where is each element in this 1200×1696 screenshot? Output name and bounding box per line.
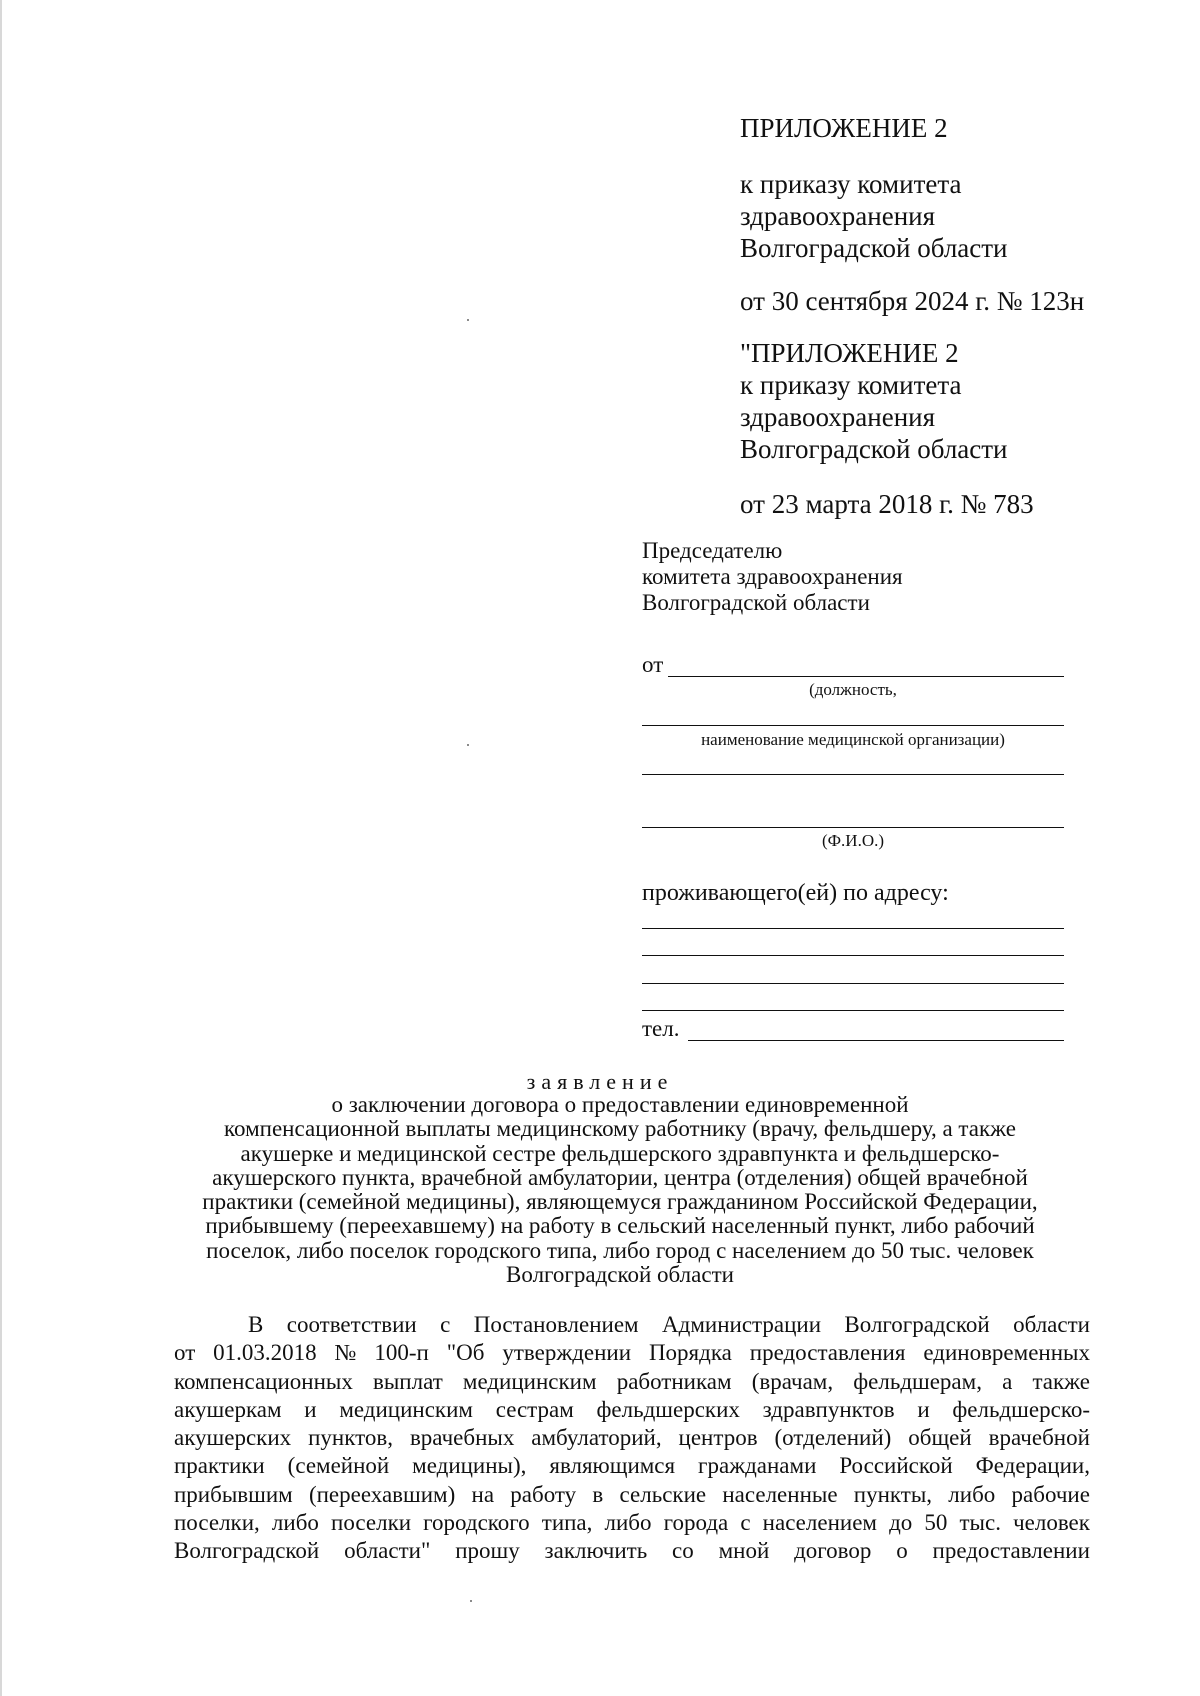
body-word: работу (510, 1481, 577, 1507)
address-input-line[interactable] (642, 983, 1064, 984)
phone-label: тел. (642, 1016, 680, 1041)
appendix-title: ПРИЛОЖЕНИЕ 2 (740, 113, 948, 143)
body-word: области (1013, 1312, 1090, 1337)
body-word: прошу (455, 1538, 520, 1564)
body-word: поселки, (174, 1510, 260, 1536)
addressee-block (642, 538, 903, 616)
body-word: Российской (839, 1453, 953, 1479)
body-word: мной (718, 1538, 770, 1564)
from-label: от (642, 652, 664, 677)
address-input-line[interactable] (642, 928, 1064, 929)
body-word: пунктов, (308, 1425, 393, 1451)
body-word: Волгоградской (844, 1312, 990, 1337)
order-date: от 30 сентября 2024 г. № 123н (740, 286, 1085, 316)
subtitle-line: поселок, либо поселок городского типа, либо город с населением до 50 тыс. человек (206, 1237, 1034, 1263)
body-word: либо (604, 1510, 652, 1536)
prev-appendix-block (740, 337, 1180, 465)
address-input-line[interactable] (642, 955, 1064, 956)
statement-subtitle (170, 1093, 1070, 1287)
address-label: проживающего(ей) по адресу: (642, 880, 949, 906)
order-date-block (740, 285, 1180, 317)
body-word: здравпунктов (762, 1396, 895, 1422)
body-word: заключить (544, 1538, 648, 1564)
body-word: амбулаторий, (531, 1425, 662, 1451)
body-line (174, 1537, 1090, 1565)
body-word: Волгоградской (174, 1538, 320, 1564)
body-word: области" (344, 1538, 431, 1564)
body-word: Постановлением (473, 1312, 639, 1337)
body-word: соответствии (286, 1312, 417, 1337)
body-word: в (592, 1481, 604, 1507)
body-word: акушерских (174, 1425, 292, 1451)
body-word: медицины), (412, 1453, 527, 1479)
addressee-line: комитета здравоохранения (642, 564, 903, 589)
body-line (174, 1452, 1090, 1480)
body-word: (врачам, (751, 1368, 834, 1394)
body-word: № (334, 1340, 357, 1366)
org-input-line[interactable] (642, 725, 1064, 726)
subtitle-line: компенсационной выплаты медицинскому работнику (врачу, фельдшеру, а также (224, 1116, 1016, 1142)
body-word: Порядка (648, 1340, 732, 1366)
body-word: выплат (372, 1368, 443, 1394)
body-word: (переехавшим) (308, 1481, 456, 1507)
subtitle-line: прибывшему (переехавшему) на работу в сельский населенный пункт, либо рабочий (205, 1213, 1035, 1239)
body-word: городского (423, 1510, 530, 1536)
body-word: врачебной (988, 1425, 1090, 1451)
addressee-line: Волгоградской области (642, 590, 870, 615)
body-word: врачебных (409, 1425, 515, 1451)
body-word: Администрации (662, 1312, 821, 1337)
prev-order-date-block (740, 488, 1180, 520)
body-line (174, 1396, 1090, 1424)
body-word: работникам (616, 1368, 732, 1394)
phone-input-line[interactable] (688, 1040, 1064, 1041)
body-word: медицинским (462, 1368, 597, 1394)
body-word: (отделений) (774, 1425, 892, 1451)
body-word: от (174, 1340, 196, 1366)
body-word: типа, (541, 1510, 593, 1536)
body-word: гражданами (698, 1453, 817, 1479)
subtitle-line: о заключении договора о предоставлении единовременной (331, 1092, 909, 1117)
body-word: на (471, 1481, 495, 1507)
body-word: со (672, 1538, 694, 1564)
position-input-line[interactable] (668, 676, 1064, 677)
order-line: Волгоградской области (740, 233, 1008, 263)
prev-order-line: здравоохранения (740, 402, 936, 432)
org-input-line-2[interactable] (642, 774, 1064, 775)
body-word: фельдшерско- (952, 1396, 1090, 1422)
body-line (174, 1424, 1090, 1452)
body-word: также (1032, 1368, 1090, 1394)
body-word: о (896, 1538, 908, 1564)
body-word: с (440, 1312, 451, 1337)
order-line: к приказу комитета (740, 169, 962, 199)
body-word: договор (794, 1538, 872, 1564)
body-word: Федерации, (975, 1453, 1090, 1479)
body-word: акушеркам (174, 1396, 282, 1422)
body-word: общей (908, 1425, 972, 1451)
prev-order-date: от 23 марта 2018 г. № 783 (740, 489, 1034, 519)
body-word: а (1002, 1368, 1013, 1394)
body-word: единовременных (923, 1340, 1090, 1366)
body-word: утверждении (502, 1340, 632, 1366)
subtitle-line: акушерке и медицинской сестре фельдшерского здравпункта и фельдшерско- (240, 1140, 1000, 1166)
body-line (174, 1481, 1090, 1509)
body-word: пункты, (853, 1481, 933, 1507)
body-word: до (889, 1510, 913, 1536)
fio-hint: (Ф.И.О.) (821, 831, 885, 850)
body-word: сестрам (495, 1396, 574, 1422)
prev-order-line: к приказу комитета (740, 370, 962, 400)
body-paragraph (174, 1311, 1090, 1566)
body-line (174, 1509, 1090, 1537)
body-line (174, 1339, 1090, 1367)
body-word: фельдшерам, (853, 1368, 982, 1394)
order-reference (740, 168, 1180, 264)
body-word: 100-п (374, 1340, 429, 1366)
org-hint: наименование медицинской организации) (701, 730, 1005, 749)
body-word: тыс. (959, 1510, 1001, 1536)
body-word: прибывшим (174, 1481, 293, 1507)
body-word: являющимся (549, 1453, 676, 1479)
addressee-line: Председателю (642, 538, 783, 563)
statement-title: заявление (526, 1069, 674, 1094)
body-word: города (663, 1510, 729, 1536)
order-line: здравоохранения (740, 201, 936, 231)
body-word: центров (678, 1425, 758, 1451)
fio-input-line[interactable] (642, 827, 1064, 828)
body-word: фельдшерских (596, 1396, 740, 1422)
body-word: либо (948, 1481, 996, 1507)
body-word: либо (271, 1510, 319, 1536)
body-word: 01.03.2018 (213, 1340, 317, 1366)
body-word: и (304, 1396, 317, 1422)
body-word: сельские (619, 1481, 707, 1507)
scan-speck (467, 319, 469, 321)
body-word: и (917, 1396, 930, 1422)
body-word: населенные (722, 1481, 838, 1507)
body-word: населением (762, 1510, 877, 1536)
body-word: поселки (331, 1510, 412, 1536)
body-word: "Об (446, 1340, 485, 1366)
body-word: человек (1013, 1510, 1090, 1536)
body-word: предоставлении (932, 1538, 1090, 1564)
body-word: с (740, 1510, 751, 1536)
body-line (174, 1311, 1090, 1339)
subtitle-line: Волгоградской области (506, 1262, 734, 1288)
scan-edge-line (0, 0, 2, 1696)
body-word: рабочие (1011, 1481, 1090, 1507)
subtitle-line: акушерского пункта, врачебной амбулатории, центра (отделения) общей врачебной (212, 1164, 1028, 1190)
body-word: В (248, 1312, 264, 1337)
body-word: предоставления (749, 1340, 906, 1366)
address-input-line[interactable] (642, 1010, 1064, 1011)
scan-speck (467, 744, 469, 746)
appendix-header (740, 112, 1180, 144)
prev-order-line: Волгоградской области (740, 434, 1008, 464)
position-hint: (должность, (809, 680, 897, 699)
body-word: компенсационных (174, 1368, 353, 1394)
scan-speck (470, 1600, 472, 1602)
subtitle-line: практики (семейной медицины), являющемуся гражданином Российской Федерации, (202, 1189, 1038, 1215)
body-word: 50 (924, 1510, 948, 1536)
body-line (174, 1368, 1090, 1396)
body-word: (семейной (287, 1453, 390, 1479)
body-word: практики (174, 1453, 265, 1479)
prev-appendix-title: "ПРИЛОЖЕНИЕ 2 (740, 338, 959, 368)
body-word: медицинским (339, 1396, 473, 1422)
